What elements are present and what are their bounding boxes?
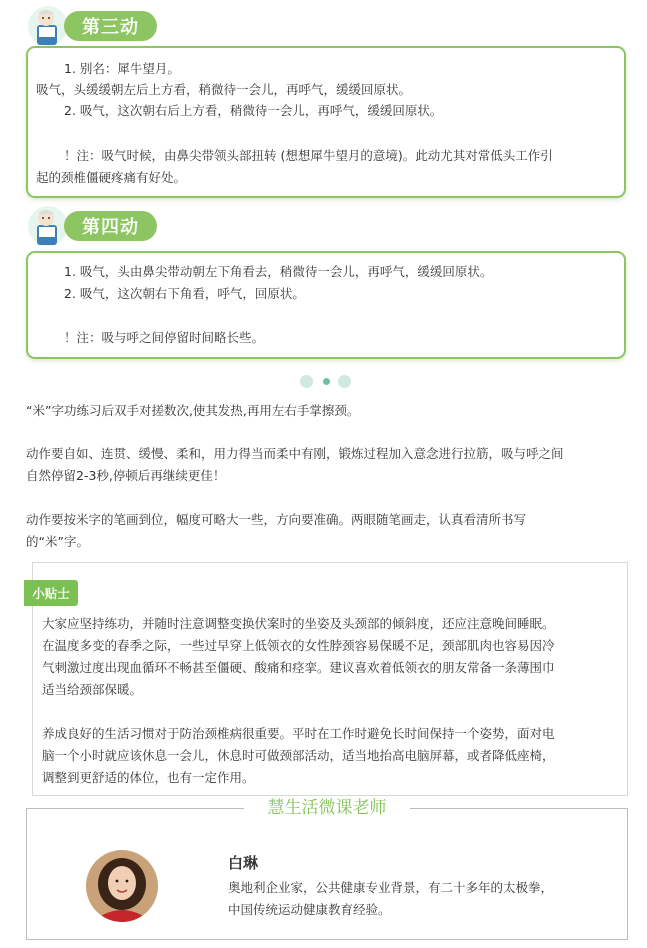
section4-header xyxy=(26,205,166,247)
tip-line: 适当给颈部保暖。 xyxy=(42,682,143,697)
tip-label: 小贴士 xyxy=(24,580,78,606)
body-paragraph: “米”字功练习后双手对搓数次,使其发热,再用左右手掌擦颈。 xyxy=(26,403,360,418)
tip-line: 养成良好的生活习惯对于防治颈椎病很重要。平时在工作时避免长时间保持一个姿势，面对电 xyxy=(42,726,555,741)
tip-line: 在温度多变的春季之际，一些过早穿上低领衣的女性脖颈容易保暖不足，颈部肌肉也容易因冷 xyxy=(42,638,555,653)
section3-title: 第三动 xyxy=(64,11,157,41)
teacher-section-title: 慧生活微课老师 xyxy=(244,796,410,820)
carousel-dot-active[interactable] xyxy=(323,378,330,385)
body-paragraph: 动作要自如、连贯、缓慢、柔和，用力得当而柔中有刚，锻炼过程加入意念进行拉筋，吸与呼之间 xyxy=(26,446,564,461)
section3-note: 起的颈椎僵硬疼痛有好处。 xyxy=(36,170,187,185)
tip-line: 气刺激过度出现血循环不畅甚至僵硬、酸痛和痉挛。建议喜欢着低领衣的朋友常备一条薄围巾 xyxy=(42,660,555,675)
tip-line: 调整到更舒适的体位，也有一定作用。 xyxy=(42,770,255,785)
section3-line: 吸气，头缓缓朝左后上方看，稍微待一会儿，再呼气，缓缓回原状。 xyxy=(36,82,412,97)
carousel-dot[interactable] xyxy=(300,375,313,388)
section3-note: ！注：吸气时候，由鼻尖带领头部扭转 (想想犀牛望月的意境)。此动尤其对常低头工作引 xyxy=(64,148,553,163)
section3-line: 2. 吸气，这次朝右后上方看，稍微待一会儿，再呼气，缓缓回原状。 xyxy=(64,103,443,118)
section4-line: 1. 吸气，头由鼻尖带动朝左下角看去，稍微待一会儿，再呼气，缓缓回原状。 xyxy=(64,264,493,279)
teacher-desc: 中国传统运动健康教育经验。 xyxy=(228,902,391,917)
teacher-desc: 奥地利企业家，公共健康专业背景，有二十多年的太极拳， xyxy=(228,880,554,895)
body-paragraph: 自然停留2-3秒,停顿后再继续更佳！ xyxy=(26,468,226,483)
section4-note: ！注：吸与呼之间停留时间略长些。 xyxy=(64,330,265,345)
carousel-dots xyxy=(300,375,356,389)
section3-line: 1. 别名：犀牛望月。 xyxy=(64,61,180,76)
body-paragraph: 动作要按米字的笔画到位，幅度可略大一些，方向要准确。两眼随笔画走，认真看清所书写 xyxy=(26,512,527,527)
section4-line: 2. 吸气，这次朝右下角看，呼气，回原状。 xyxy=(64,286,305,301)
section3-header xyxy=(26,5,166,47)
body-paragraph: 的“米”字。 xyxy=(26,534,89,549)
tip-line: 脑一个小时就应该休息一会儿，休息时可做颈部活动，适当地抬高电脑屏幕，或者降低座椅， xyxy=(42,748,555,763)
section4-title: 第四动 xyxy=(64,211,157,241)
teacher-avatar xyxy=(86,850,158,922)
tip-line: 大家应坚持练功，并随时注意调整变换伏案时的坐姿及头颈部的倾斜度，还应注意晚间睡眠。 xyxy=(42,616,555,631)
teacher-name: 白琳 xyxy=(228,854,259,872)
carousel-dot[interactable] xyxy=(338,375,351,388)
